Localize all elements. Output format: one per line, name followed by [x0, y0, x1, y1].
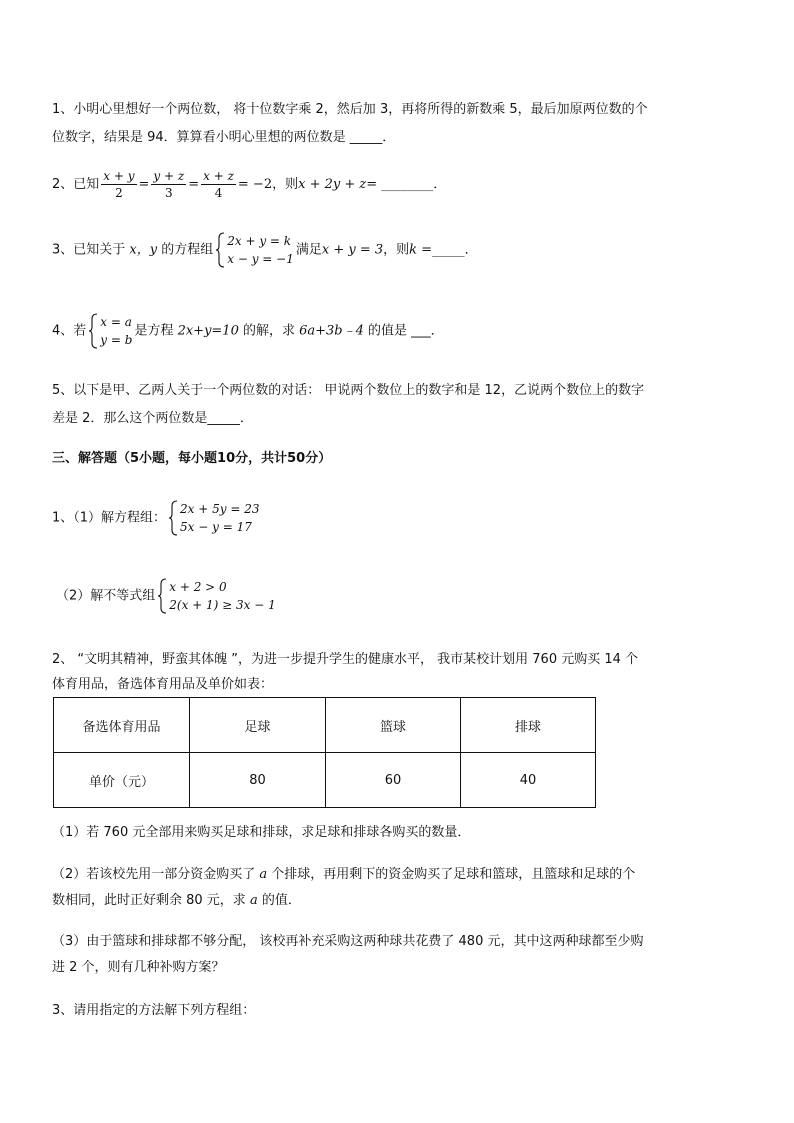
- fill-in-4-prefix: 4、若: [52, 323, 87, 339]
- system-4-eq1: x = a: [100, 315, 132, 329]
- fill-in-3-var: k: [409, 242, 418, 258]
- fill-in-2-prefix: 2、已知: [52, 177, 100, 192]
- fill-in-3-mid2: 满足: [295, 242, 322, 258]
- fraction-1-numerator: x + y: [103, 169, 135, 183]
- q2-text-b: 个排球，再用剩下的资金购买了足球和篮球，且篮球和足球的个: [267, 867, 636, 882]
- equation-system-4: [88, 313, 132, 349]
- problem-1-part-1: [52, 500, 262, 536]
- table-cell: 单价（元）: [54, 753, 190, 808]
- fill-in-1-line2: 位数字，结果是 94．算算看小明心里想的两位数是 _____．: [52, 130, 396, 145]
- fraction-1-denominator: 2: [115, 186, 123, 200]
- inequality-system-p1b: [157, 578, 276, 614]
- fraction-2-denominator: 3: [165, 186, 173, 200]
- left-brace-icon: [88, 313, 98, 349]
- equation-system-3: [215, 232, 294, 268]
- table-row: [54, 753, 596, 808]
- q2-var: a: [259, 867, 268, 882]
- table-cell: 80: [190, 753, 326, 808]
- table-header-cell: 篮球: [326, 698, 461, 753]
- fraction-3-denominator: 4: [214, 186, 223, 200]
- fill-in-2-rhs: = −2: [237, 177, 273, 192]
- fill-in-3-tail: =_____．: [417, 242, 478, 258]
- fraction-1: [101, 168, 136, 201]
- fill-in-4: [52, 313, 444, 349]
- problem-2-line2: 体育用品，备选体育用品及单价如表：: [52, 677, 274, 692]
- system-3-eq2: x − y = −1: [227, 252, 294, 266]
- fraction-2: [151, 168, 186, 201]
- fill-in-4-mid2: 的解，求: [238, 323, 300, 339]
- fill-in-5-line2: 差是 2．那么这个两位数是_____．: [52, 411, 253, 426]
- problem-3: 3、请用指定的方法解下列方程组：: [52, 1003, 256, 1018]
- problem-2-question-3-line2: 进 2 个，则有几种补购方案？: [52, 960, 225, 975]
- system-4-eq2: y = b: [100, 333, 133, 347]
- fill-in-4-equation: 2x+y=10: [177, 323, 239, 339]
- table-cell: 60: [326, 753, 461, 808]
- fill-in-3-cond: x + y = 3: [321, 242, 384, 258]
- fill-in-3-mid1: 的方程组: [161, 242, 214, 258]
- system-p1a-eq1: 2x + 5y = 23: [180, 502, 260, 516]
- q2-text-c: 数相同，此时正好剩余 80 元，求: [52, 893, 250, 908]
- fill-in-2: 2、已知 $\frac{x + y}{2}$ = $\frac{y + z}{3}$ = $\frac{x + z}{4}$ = −2，则x + 2y + z= ________．: [52, 169, 447, 200]
- q2-var-2: a: [249, 893, 258, 908]
- table-header-cell: 备选体育用品: [54, 698, 190, 753]
- equation-system-p1a: [168, 500, 259, 536]
- fill-in-3-vars: x，y: [125, 242, 162, 258]
- system-p1b-eq2: 2(x + 1) ≥ 3x − 1: [169, 598, 276, 612]
- fill-in-3-mid3: ，则: [383, 242, 410, 258]
- problem-1-part-1-label: 1、（1）解方程组：: [52, 510, 167, 526]
- table-cell: 40: [461, 753, 596, 808]
- fraction-3-numerator: x + z: [203, 169, 234, 183]
- problem-2-question-2-line1: [52, 866, 635, 884]
- section-title: 三、解答题（5小题，每小题10分，共计50分）: [52, 451, 332, 466]
- table-header-cell: 排球: [461, 698, 596, 753]
- fill-in-3: [52, 232, 478, 268]
- fill-in-1-line1: 1、小明心里想好一个两位数， 将十位数字乘 2，然后加 3，再将所得的新数乘 5，最后加原两位数的个: [52, 102, 648, 117]
- fill-in-3-prefix: 3、已知关于: [52, 242, 126, 258]
- q2-text-a: （2）若该校先用一部分资金购买了: [52, 867, 260, 882]
- problem-2-question-3-line1: （3）由于篮球和排球都不够分配， 该校再补充采购这两种球共花费了 480 元，其中这两种球都至少购: [52, 934, 644, 949]
- fill-in-4-tail: 的值是 ___．: [363, 323, 444, 339]
- problem-1-part-2-label: （2）解不等式组: [56, 588, 156, 604]
- problem-1-part-2: [56, 578, 278, 614]
- system-3-eq1: 2x + y = k: [227, 234, 292, 248]
- fraction-2-numerator: y + z: [153, 169, 185, 183]
- fill-in-2-tail: = ________．: [366, 177, 447, 192]
- left-brace-icon: [157, 578, 167, 614]
- fraction-3: [201, 168, 236, 201]
- table-header-cell: 足球: [190, 698, 326, 753]
- fill-in-4-mid1: 是方程: [134, 323, 178, 339]
- price-table: [53, 697, 596, 808]
- q2-text-d: 的值．: [257, 893, 301, 908]
- system-p1b-eq1: x + 2 > 0: [169, 580, 227, 594]
- system-p1a-eq2: 5x − y = 17: [180, 520, 252, 534]
- table-row: [54, 698, 596, 753]
- left-brace-icon: [215, 232, 225, 268]
- problem-2-question-1: （1）若 760 元全部用来购买足球和排球，求足球和排球各购买的数量．: [52, 825, 471, 840]
- fill-in-4-expr: 6a+3b﹣4: [299, 323, 364, 339]
- fill-in-2-expr: x + 2y + z: [298, 177, 367, 192]
- problem-2-line1: 2、 “文明其精神，野蛮其体魄 ”，为进一步提升学生的健康水平， 我市某校计划用 760 元购买 14 个: [52, 652, 639, 667]
- fill-in-5-line1: 5、以下是甲、乙两人关于一个两位数的对话： 甲说两个数位上的数字和是 12，乙说两个数位上的数字: [52, 383, 645, 398]
- fill-in-2-mid: ，则: [272, 177, 299, 192]
- problem-2-question-2-line2: [52, 892, 301, 910]
- left-brace-icon: [168, 500, 178, 536]
